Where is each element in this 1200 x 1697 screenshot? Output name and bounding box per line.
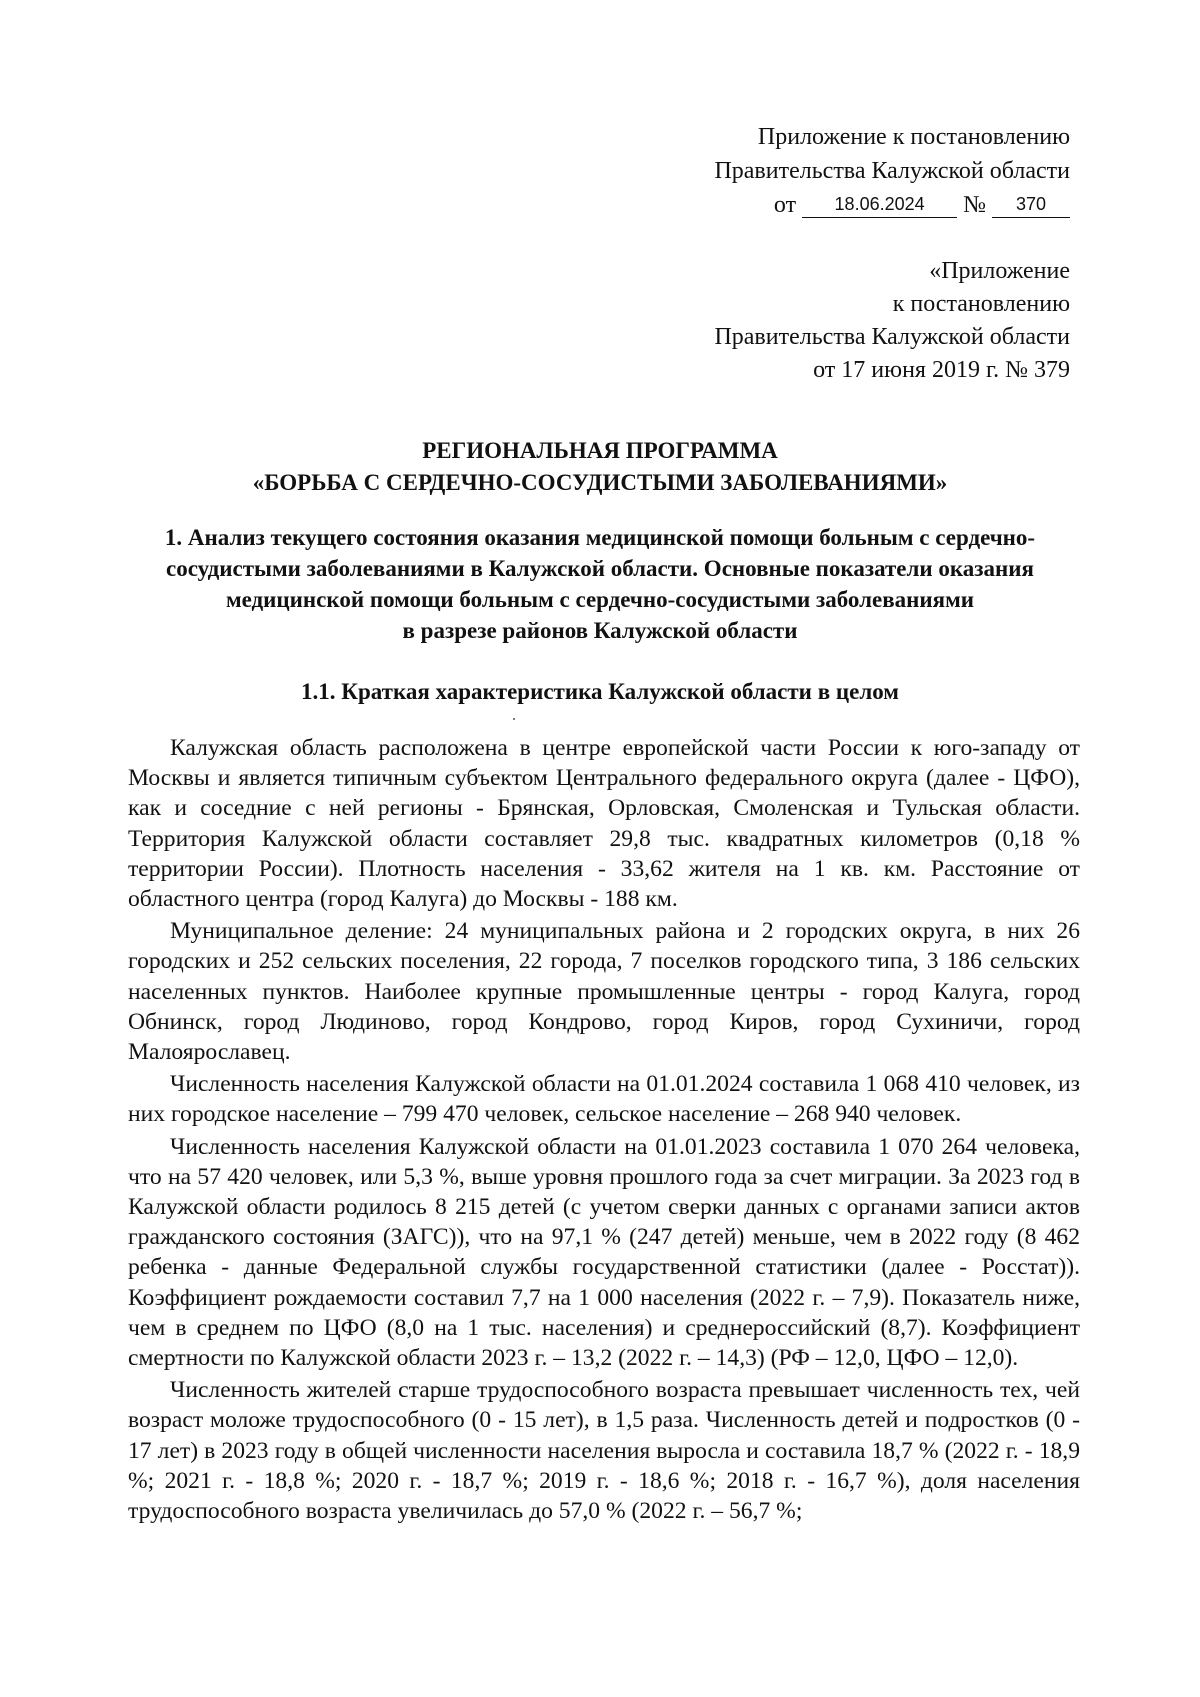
previous-attachment-line-2: к постановлению <box>892 291 1070 317</box>
paragraph-population-2023: Численность населения Калужской области на 01.01.2023 составила 1 070 264 человека, что на 57 420 человек, или 5,3 %, выше уровня прошлого года за счет миграции. За 2023 год в Калужской области родилось 8 215 детей (с учетом сверки данных с органами записи актов гражданского состояния (ЗАГС)), что на 97,1 % (247 детей) меньше, чем в 2022 году (8 462 ребенка - данные Федеральной службы государственной статистики (далее - Росстат)). Коэффициент рождаемости составил 7,7 на 1 000 населения (2022 г. – 7,9). Показатель ниже, чем в среднем по ЦФО (8,0 на 1 тыс. населения) и среднероссийский (8,7). Коэффициент смертности по Калужской области 2023 г. – 13,2 (2022 г. – 14,3) (РФ – 12,0, ЦФО – 12,0). <box>128 1133 1080 1372</box>
previous-attachment-header <box>714 255 1070 387</box>
number-label: № <box>963 192 986 218</box>
section-title-line-1: 1. Анализ текущего состояния оказания медицинской помощи больным с сердечно- <box>164 525 1036 550</box>
section-title-line-2: сосудистыми заболеваниями в Калужской области. Основные показатели оказания <box>165 556 1034 581</box>
section-title <box>125 522 1075 646</box>
paragraph-municipal-division: Муниципальное деление: 24 муниципальных района и 2 городских округа, в них 26 городских и 252 сельских поселения, 22 города, 7 поселков городского типа, 3 186 сельских населенных пунктов. Наиболее крупные промышленные центры - город Калуга, город Обнинск, город Людиново, город Кондрово, город Киров, город Сухиничи, город Малоярославец. <box>128 918 1080 1066</box>
program-title-line-2: «БОРЬБА С СЕРДЕЧНО-СОСУДИСТЫМИ ЗАБОЛЕВАНИЯМИ» <box>252 470 948 495</box>
paragraph-population-2024: Численность населения Калужской области на 01.01.2024 составила 1 068 410 человек, из них городское население – 799 470 человек, сельское население – 268 940 человек. <box>128 1071 1080 1128</box>
scan-speck <box>513 718 515 720</box>
body-text <box>128 733 1080 1526</box>
attachment-line-2: Правительства Калужской области <box>714 158 1070 184</box>
subsection-title: 1.1. Краткая характеристика Калужской области в целом <box>301 679 899 704</box>
program-title <box>130 435 1070 499</box>
paragraph-age-structure: Численность жителей старше трудоспособного возраста превышает численность тех, чей возраст моложе трудоспособного (0 - 15 лет), в 1,5 раза. Численность детей и подростков (0 - 17 лет) в 2023 году в общей численности населения выросла и составила 18,7 % (2022 г. - 18,9 %; 2021 г. - 18,8 %; 2020 г. - 18,7 %; 2019 г. - 18,6 %; 2018 г. - 16,7 %), доля населения трудоспособного возраста увеличилась до 57,0 % (2022 г. – 56,7 %; <box>128 1377 1080 1525</box>
date-field: 18.06.2024 <box>802 191 957 218</box>
from-label: от <box>773 192 797 218</box>
attachment-line-1: Приложение к постановлению <box>757 124 1070 150</box>
attachment-reference <box>714 188 1070 222</box>
previous-attachment-line-3: Правительства Калужской области <box>714 324 1070 350</box>
number-field: 370 <box>992 191 1070 218</box>
program-title-line-1: РЕГИОНАЛЬНАЯ ПРОГРАММА <box>422 438 778 463</box>
previous-attachment-line-4: от 17 июня 2019 г. № 379 <box>813 357 1070 383</box>
section-title-line-3: медицинской помощи больным с сердечно-сосудистыми заболеваниями <box>225 587 975 612</box>
attachment-header <box>714 120 1070 222</box>
previous-attachment-line-1: «Приложение <box>929 258 1070 284</box>
section-title-line-4: в разрезе районов Калужской области <box>402 618 798 643</box>
paragraph-location: Калужская область расположена в центре европейской части России к юго-западу от Москвы и является типичным субъектом Центрального федерального округа (далее - ЦФО), как и соседние с ней регионы - Брянская, Орловская, Смоленская и Тульская области. Территория Калужской области составляет 29,8 тыс. квадратных километров (0,18 % территории России). Плотность населения - 33,62 жителя на 1 кв. км. Расстояние от областного центра (город Калуга) до Москвы - 188 км. <box>128 735 1080 913</box>
